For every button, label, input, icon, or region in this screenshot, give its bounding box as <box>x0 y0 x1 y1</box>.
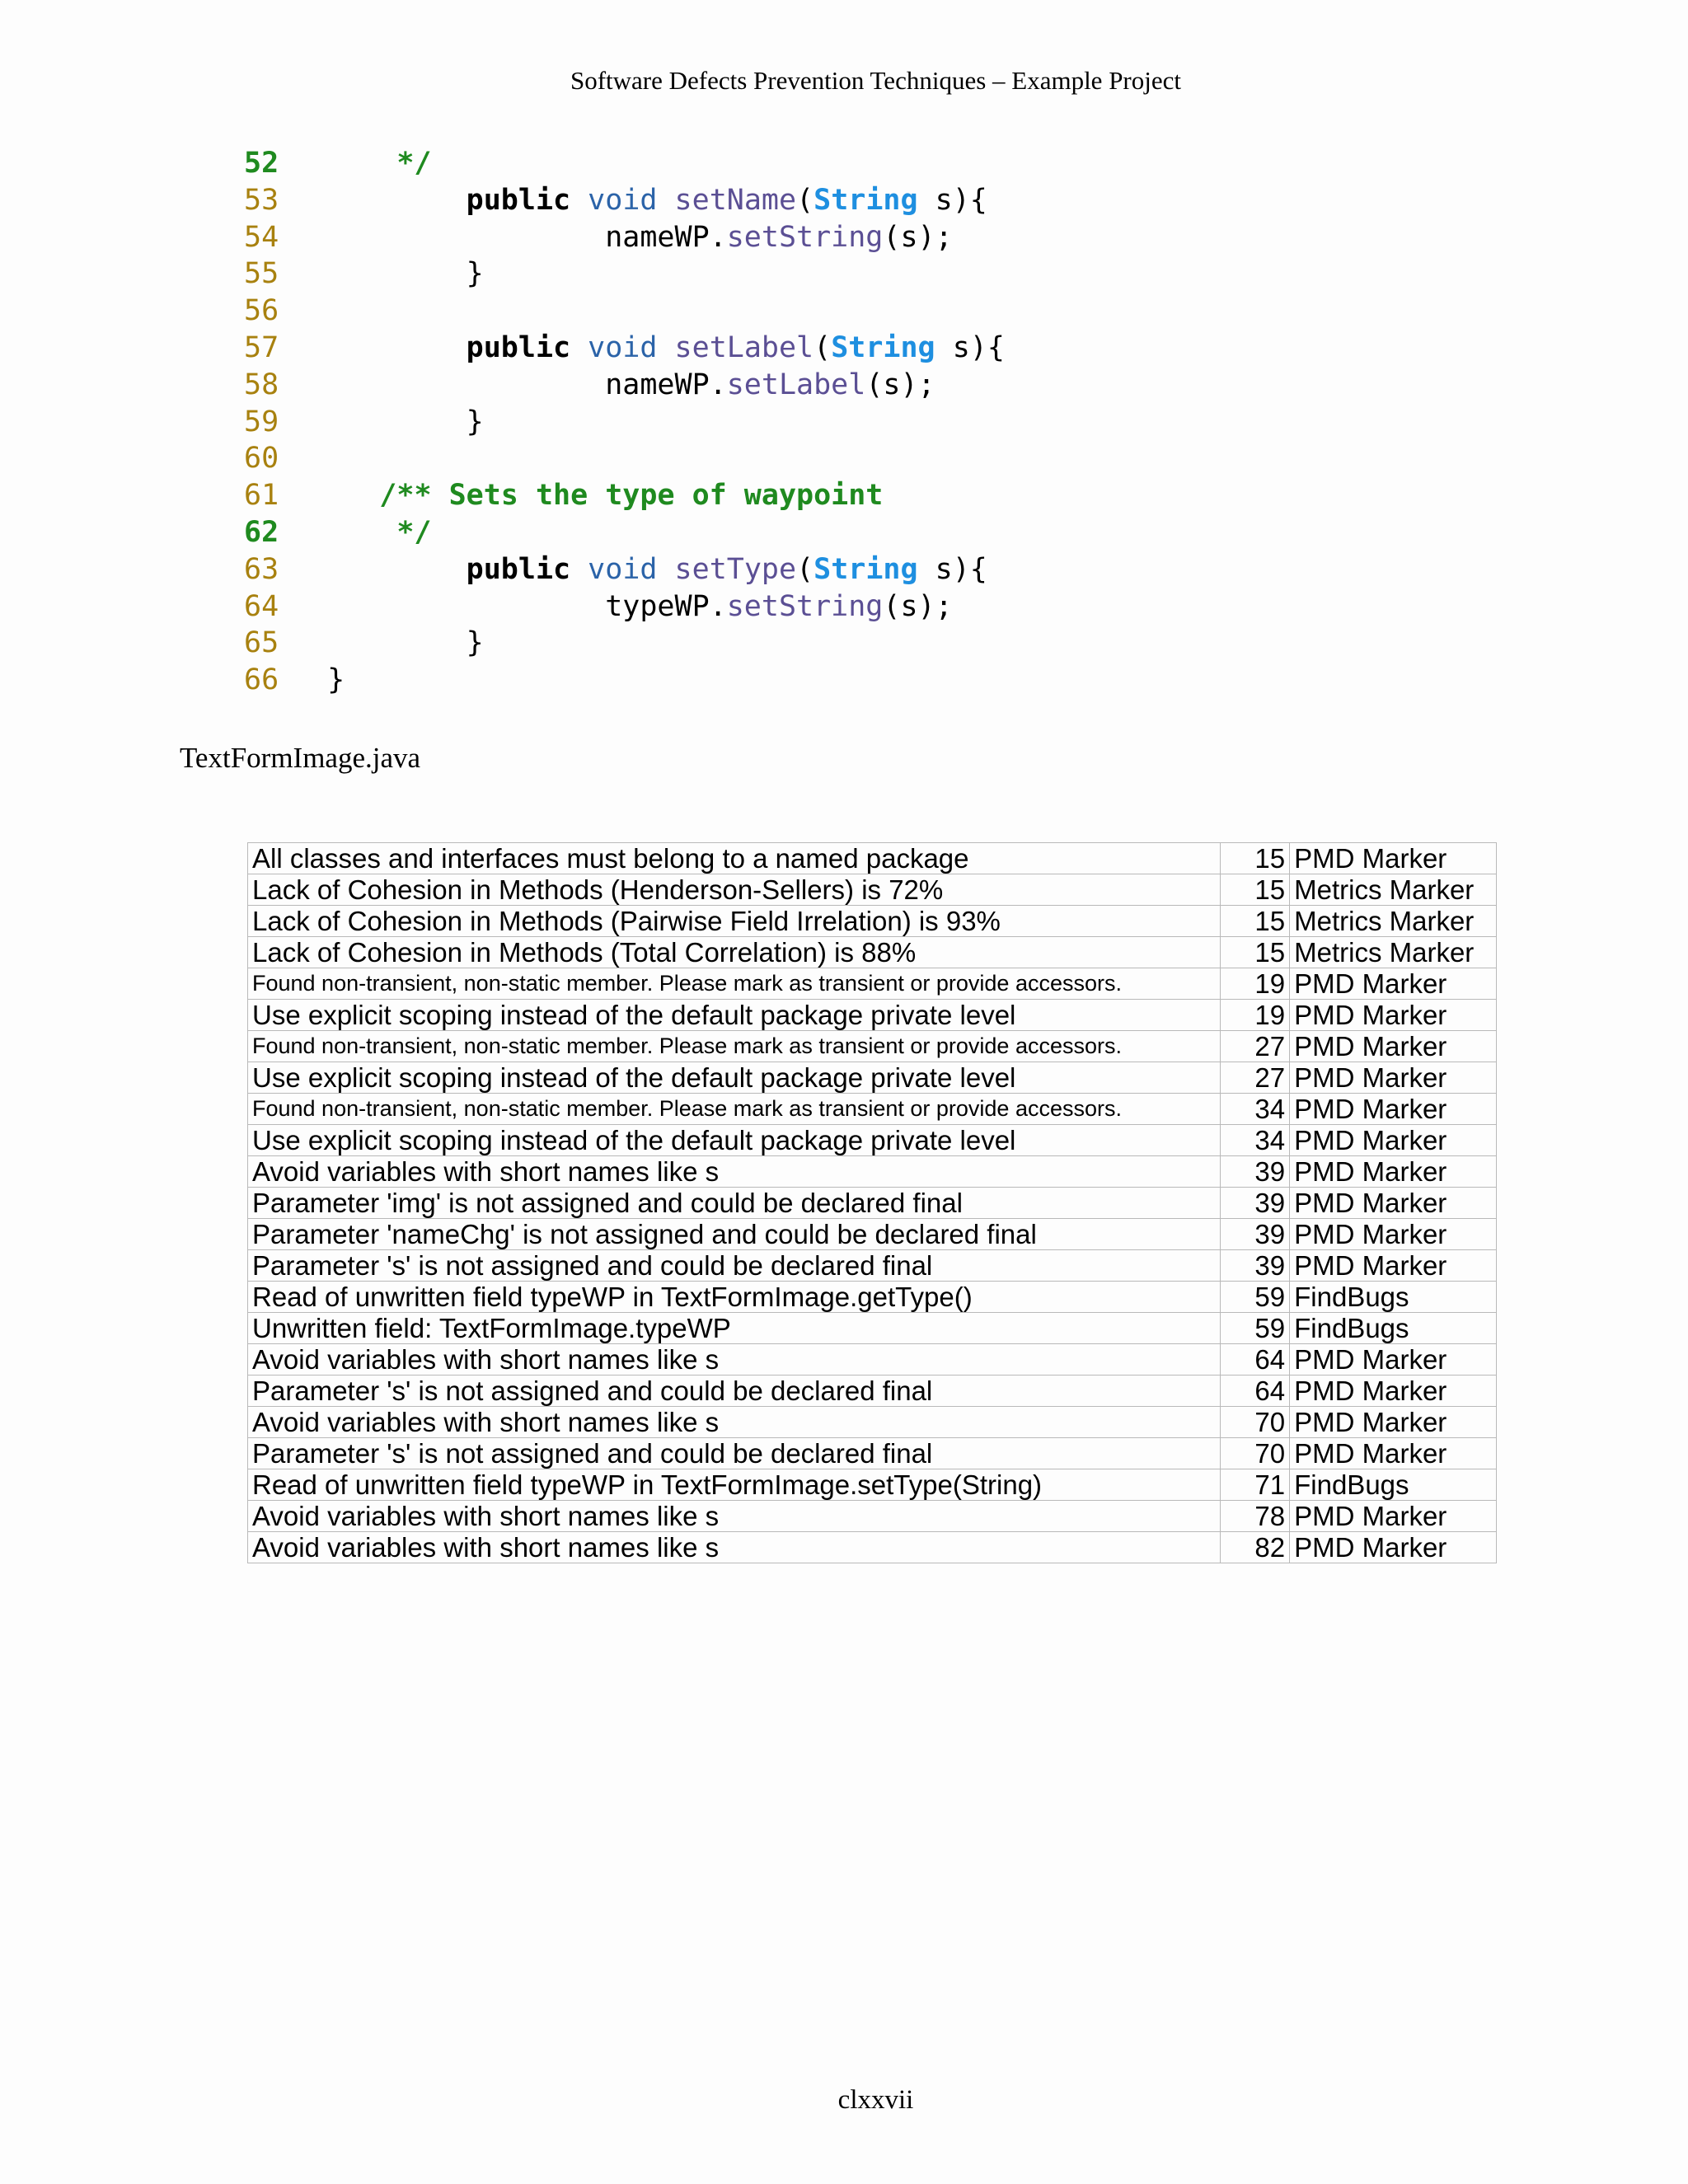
warning-message: Use explicit scoping instead of the default package private level <box>248 1125 1221 1156</box>
code-token <box>570 184 588 217</box>
code-text <box>310 331 1005 364</box>
warning-line-number: 27 <box>1221 1031 1290 1062</box>
code-token <box>657 553 674 586</box>
warning-line-number: 15 <box>1221 874 1290 906</box>
code-text <box>310 184 987 217</box>
file-label: TextFormImage.java <box>180 742 421 774</box>
code-line <box>244 477 1005 514</box>
table-row <box>248 1282 1497 1313</box>
table-row <box>248 968 1497 1000</box>
code-text <box>310 663 345 696</box>
warning-message: Avoid variables with short names like s <box>248 1407 1221 1438</box>
warning-marker-type: Metrics Marker <box>1290 906 1497 937</box>
warning-marker-type: PMD Marker <box>1290 1156 1497 1188</box>
line-number: 56 <box>244 294 279 328</box>
code-line <box>244 588 1005 626</box>
code-token: public <box>466 330 571 364</box>
line-number: 60 <box>244 442 279 476</box>
warning-line-number: 39 <box>1221 1188 1290 1219</box>
line-number: 62 <box>244 515 279 549</box>
warning-line-number: 64 <box>1221 1344 1290 1376</box>
warning-marker-type: PMD Marker <box>1290 1407 1497 1438</box>
warning-line-number: 78 <box>1221 1501 1290 1532</box>
warning-marker-type: PMD Marker <box>1290 1438 1497 1469</box>
warning-message: Read of unwritten field typeWP in TextFormImage.getType() <box>248 1282 1221 1313</box>
code-token: void <box>588 330 658 364</box>
code-token: ( <box>796 552 814 586</box>
warning-marker-type: PMD Marker <box>1290 1188 1497 1219</box>
code-token: } <box>310 405 484 438</box>
warning-line-number: 15 <box>1221 906 1290 937</box>
code-text <box>310 368 935 401</box>
warning-message: Found non-transient, non-static member. Please mark as transient or provide accessors. <box>248 1094 1221 1125</box>
code-line <box>244 219 1005 256</box>
table-row <box>248 1376 1497 1407</box>
code-token: setName <box>674 183 797 217</box>
warning-marker-type: PMD Marker <box>1290 843 1497 874</box>
warning-marker-type: FindBugs <box>1290 1282 1497 1313</box>
warning-line-number: 71 <box>1221 1469 1290 1501</box>
warning-line-number: 59 <box>1221 1313 1290 1344</box>
code-token: ( <box>814 330 832 364</box>
code-token: */ <box>396 515 432 549</box>
code-token: setLabel <box>674 330 814 364</box>
code-token: ( <box>796 183 814 217</box>
table-row <box>248 1250 1497 1282</box>
warning-marker-type: Metrics Marker <box>1290 874 1497 906</box>
code-line <box>244 330 1005 367</box>
code-line <box>244 404 1005 441</box>
table-row <box>248 1062 1497 1094</box>
code-token: s){ <box>917 552 987 586</box>
warning-line-number: 15 <box>1221 843 1290 874</box>
warning-marker-type: PMD Marker <box>1290 1376 1497 1407</box>
warning-line-number: 34 <box>1221 1094 1290 1125</box>
code-text <box>310 553 987 586</box>
warning-message: Lack of Cohesion in Methods (Pairwise Field Irrelation) is 93% <box>248 906 1221 937</box>
line-number: 59 <box>244 405 279 438</box>
code-token <box>310 479 379 512</box>
code-token: */ <box>396 147 432 180</box>
warning-line-number: 19 <box>1221 968 1290 1000</box>
code-token <box>310 553 467 586</box>
table-row <box>248 1031 1497 1062</box>
code-text <box>310 147 432 180</box>
code-token <box>310 147 396 180</box>
table-row <box>248 1501 1497 1532</box>
line-number: 58 <box>244 368 279 401</box>
code-line <box>244 662 1005 699</box>
warning-message: Parameter 'nameChg' is not assigned and could be declared final <box>248 1219 1221 1250</box>
table-row <box>248 906 1497 937</box>
code-token: typeWP. <box>310 589 727 623</box>
warning-message: Avoid variables with short names like s <box>248 1156 1221 1188</box>
line-number: 54 <box>244 220 279 254</box>
line-number: 63 <box>244 552 279 586</box>
code-token: /** Sets the type of waypoint <box>379 479 884 513</box>
line-number: 55 <box>244 257 279 291</box>
table-row <box>248 1125 1497 1156</box>
code-token: setString <box>726 589 884 623</box>
code-token: public <box>466 552 571 586</box>
warning-message: Use explicit scoping instead of the default package private level <box>248 1000 1221 1031</box>
line-number: 66 <box>244 663 279 697</box>
code-token <box>310 516 396 549</box>
warning-message: Found non-transient, non-static member. Please mark as transient or provide accessors. <box>248 1031 1221 1062</box>
code-line <box>244 182 1005 219</box>
warning-line-number: 34 <box>1221 1125 1290 1156</box>
warning-marker-type: PMD Marker <box>1290 1219 1497 1250</box>
line-number: 65 <box>244 626 279 660</box>
code-text <box>310 257 484 290</box>
warning-marker-type: PMD Marker <box>1290 1031 1497 1062</box>
warning-message: Parameter 'img' is not assigned and could be declared final <box>248 1188 1221 1219</box>
code-token: nameWP. <box>310 368 727 401</box>
warning-line-number: 64 <box>1221 1376 1290 1407</box>
table-row <box>248 1000 1497 1031</box>
line-number: 61 <box>244 479 279 513</box>
code-token: s){ <box>935 330 1005 364</box>
table-row <box>248 874 1497 906</box>
warning-marker-type: PMD Marker <box>1290 1062 1497 1094</box>
warning-message: All classes and interfaces must belong to a named package <box>248 843 1221 874</box>
table-row <box>248 1344 1497 1376</box>
code-token <box>310 184 467 217</box>
code-line <box>244 145 1005 182</box>
table-row <box>248 1469 1497 1501</box>
code-line <box>244 514 1005 551</box>
code-token <box>570 331 588 364</box>
warning-message: Avoid variables with short names like s <box>248 1344 1221 1376</box>
warning-marker-type: Metrics Marker <box>1290 937 1497 968</box>
warning-marker-type: PMD Marker <box>1290 1094 1497 1125</box>
warning-marker-type: PMD Marker <box>1290 968 1497 1000</box>
code-text <box>310 221 953 254</box>
line-number: 52 <box>244 147 279 180</box>
code-token: setString <box>726 220 884 254</box>
code-token: setType <box>674 552 797 586</box>
warning-message: Found non-transient, non-static member. Please mark as transient or provide accessors. <box>248 968 1221 1000</box>
code-token: (s); <box>883 589 953 623</box>
table-row <box>248 1313 1497 1344</box>
code-token <box>657 331 674 364</box>
code-token <box>310 331 467 364</box>
warning-line-number: 59 <box>1221 1282 1290 1313</box>
page-header: Software Defects Prevention Techniques – Example Project <box>570 66 1182 95</box>
table-row <box>248 843 1497 874</box>
warning-message: Read of unwritten field typeWP in TextFormImage.setType(String) <box>248 1469 1221 1501</box>
warning-message: Avoid variables with short names like s <box>248 1501 1221 1532</box>
warning-line-number: 70 <box>1221 1407 1290 1438</box>
code-token: (s); <box>883 220 953 254</box>
warning-marker-type: FindBugs <box>1290 1313 1497 1344</box>
warning-message: Use explicit scoping instead of the default package private level <box>248 1062 1221 1094</box>
code-text <box>310 405 484 438</box>
code-text <box>310 590 953 623</box>
warning-line-number: 15 <box>1221 937 1290 968</box>
table-row <box>248 1438 1497 1469</box>
warning-message: Lack of Cohesion in Methods (Total Correlation) is 88% <box>248 937 1221 968</box>
warning-line-number: 27 <box>1221 1062 1290 1094</box>
code-token <box>657 184 674 217</box>
code-line <box>244 255 1005 293</box>
warning-message: Parameter 's' is not assigned and could be declared final <box>248 1376 1221 1407</box>
warning-marker-type: PMD Marker <box>1290 1250 1497 1282</box>
warning-line-number: 39 <box>1221 1156 1290 1188</box>
code-line <box>244 367 1005 404</box>
line-number: 57 <box>244 330 279 364</box>
warning-message: Unwritten field: TextFormImage.typeWP <box>248 1313 1221 1344</box>
warning-line-number: 70 <box>1221 1438 1290 1469</box>
code-token: void <box>588 183 658 217</box>
warning-line-number: 39 <box>1221 1219 1290 1250</box>
warning-line-number: 39 <box>1221 1250 1290 1282</box>
warning-marker-type: PMD Marker <box>1290 1125 1497 1156</box>
code-text <box>310 516 432 549</box>
warning-line-number: 19 <box>1221 1000 1290 1031</box>
code-token: String <box>814 183 918 217</box>
code-token: setLabel <box>726 368 866 401</box>
code-text <box>310 626 484 659</box>
table-row <box>248 1407 1497 1438</box>
code-token: s){ <box>917 183 987 217</box>
code-text <box>310 479 883 512</box>
table-row <box>248 1219 1497 1250</box>
warning-message: Lack of Cohesion in Methods (Henderson-Sellers) is 72% <box>248 874 1221 906</box>
code-token: (s); <box>865 368 935 401</box>
table-row <box>248 1156 1497 1188</box>
table-row <box>248 1532 1497 1563</box>
code-token: } <box>310 663 345 697</box>
table-row <box>248 937 1497 968</box>
code-line <box>244 551 1005 588</box>
table-row <box>248 1094 1497 1125</box>
warnings-table <box>247 842 1497 1563</box>
code-token: } <box>310 257 484 291</box>
warning-marker-type: PMD Marker <box>1290 1344 1497 1376</box>
code-token: String <box>831 330 935 364</box>
code-line <box>244 293 1005 330</box>
code-token: void <box>588 552 658 586</box>
warning-line-number: 82 <box>1221 1532 1290 1563</box>
warning-message: Parameter 's' is not assigned and could be declared final <box>248 1250 1221 1282</box>
warning-marker-type: PMD Marker <box>1290 1000 1497 1031</box>
code-token <box>570 553 588 586</box>
code-token: String <box>814 552 918 586</box>
code-listing <box>244 145 1005 699</box>
line-number: 64 <box>244 589 279 623</box>
page-number: clxxvii <box>837 2085 914 2115</box>
warning-marker-type: PMD Marker <box>1290 1532 1497 1563</box>
code-token: nameWP. <box>310 220 727 254</box>
code-line <box>244 440 1005 477</box>
code-token: public <box>466 183 571 217</box>
warning-message: Avoid variables with short names like s <box>248 1532 1221 1563</box>
warning-marker-type: FindBugs <box>1290 1469 1497 1501</box>
warning-message: Parameter 's' is not assigned and could be declared final <box>248 1438 1221 1469</box>
code-token: } <box>310 626 484 660</box>
table-row <box>248 1188 1497 1219</box>
warning-marker-type: PMD Marker <box>1290 1501 1497 1532</box>
code-line <box>244 625 1005 662</box>
line-number: 53 <box>244 183 279 217</box>
